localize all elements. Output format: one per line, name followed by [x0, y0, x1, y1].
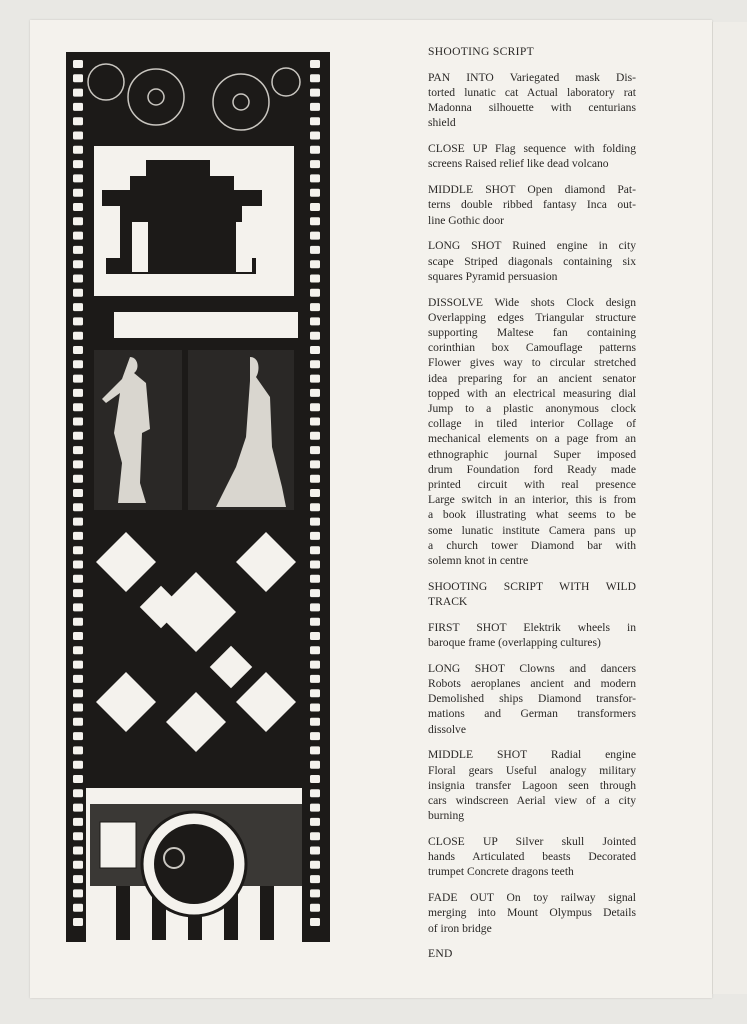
script-line: topped with an electrical measuring dial	[428, 386, 636, 400]
script-paragraph	[428, 182, 636, 228]
sprocket-hole-right	[310, 589, 320, 597]
script-line: terns double ribbed fantasy Inca out-	[428, 198, 636, 212]
sprocket-hole-right	[310, 303, 320, 311]
sprocket-hole-right	[310, 160, 320, 168]
sprocket-hole-left	[73, 217, 83, 225]
sprocket-hole-right	[310, 875, 320, 883]
script-line: Madonna silhouette with centurians	[428, 101, 636, 115]
sprocket-hole-left	[73, 489, 83, 497]
sprocket-hole-right	[310, 432, 320, 440]
script-line: screens Raised relief like dead volcano	[428, 157, 609, 171]
sprocket-hole-left	[73, 832, 83, 840]
sprocket-hole-right	[310, 575, 320, 583]
sprocket-hole-right	[310, 446, 320, 454]
sprocket-hole-right	[310, 232, 320, 240]
sprocket-hole-left	[73, 460, 83, 468]
sprocket-hole-right	[310, 260, 320, 268]
sprocket-hole-left	[73, 160, 83, 168]
sprocket-hole-right	[310, 861, 320, 869]
sprocket-hole-left	[73, 618, 83, 626]
sprocket-hole-right	[310, 775, 320, 783]
script-line: trumpet Concrete dragons teeth	[428, 865, 574, 879]
script-line: merging into Mount Olympus Details	[428, 906, 636, 920]
flower-panel	[86, 52, 306, 144]
script-line: scape Striped diagonals containing six	[428, 254, 636, 268]
script-line: CLOSE UP Flag sequence with folding	[428, 142, 636, 156]
sprocket-hole-right	[310, 789, 320, 797]
sprocket-hole-left	[73, 146, 83, 154]
sprocket-hole-right	[310, 689, 320, 697]
sprocket-hole-left	[73, 389, 83, 397]
script-line: Jump to a plastic anonymous clock	[428, 402, 636, 416]
sprocket-hole-right	[310, 418, 320, 426]
sprocket-hole-left	[73, 532, 83, 540]
script-line: PAN INTO Variegated mask Dis-	[428, 70, 636, 84]
script-line: Robots aeroplanes ancient and modern	[428, 677, 636, 691]
script-line: insignia transfer Lagoon seen through	[428, 778, 636, 792]
script-line: MIDDLE SHOT Radial engine	[428, 748, 636, 762]
script-line: torted lunatic cat Actual laboratory rat	[428, 86, 636, 99]
sprocket-hole-right	[310, 346, 320, 354]
sprocket-hole-left	[73, 332, 83, 340]
sprocket-hole-left	[73, 889, 83, 897]
script-paragraph	[428, 890, 636, 936]
sprocket-hole-right	[310, 103, 320, 111]
sprocket-hole-left	[73, 761, 83, 769]
sprocket-hole-right	[310, 317, 320, 325]
script-paragraph	[428, 834, 636, 880]
sprocket-hole-left	[73, 589, 83, 597]
script-line: Floral gears Useful analogy military	[428, 763, 636, 777]
script-line: LONG SHOT Clowns and dancers	[428, 661, 636, 675]
script-paragraph	[428, 141, 636, 171]
script-line: Demolished ships Diamond transfor-	[428, 692, 636, 706]
script-line: some lunatic institute Camera pans up	[428, 523, 636, 537]
script-paragraph	[428, 295, 636, 569]
sprocket-hole-right	[310, 675, 320, 683]
sprocket-hole-left	[73, 661, 83, 669]
sprocket-hole-left	[73, 89, 83, 97]
sprocket-hole-left	[73, 418, 83, 426]
sprocket-hole-right	[310, 375, 320, 383]
script-line: a church tower Diamond bar with	[428, 538, 636, 552]
script-line: supporting Maltese fan containing	[428, 326, 636, 340]
end-label: END	[428, 947, 453, 961]
script-line: baroque frame (overlapping cultures)	[428, 636, 601, 650]
sprocket-hole-left	[73, 518, 83, 526]
script-line: of iron bridge	[428, 921, 492, 935]
sprocket-hole-right	[310, 818, 320, 826]
script-line: CLOSE UP Silver skull Jointed	[428, 835, 636, 849]
script-line: squares Pyramid persuasion	[428, 269, 558, 283]
script-paragraph	[428, 70, 636, 131]
sprocket-hole-left	[73, 360, 83, 368]
sprocket-hole-left	[73, 117, 83, 125]
sprocket-hole-left	[73, 232, 83, 240]
sprocket-hole-left	[73, 675, 83, 683]
script-line: hands Articulated beasts Decorated	[428, 850, 636, 864]
script-line: LONG SHOT Ruined engine in city	[428, 239, 636, 253]
sprocket-hole-left	[73, 861, 83, 869]
sprocket-hole-right	[310, 189, 320, 197]
sprocket-hole-right	[310, 532, 320, 540]
script-line: SHOOTING SCRIPT WITH WILD	[428, 579, 636, 593]
sprocket-hole-left	[73, 275, 83, 283]
sprocket-hole-right	[310, 518, 320, 526]
sprocket-hole-left	[73, 746, 83, 754]
blank-band	[114, 312, 298, 338]
sprocket-hole-left	[73, 904, 83, 912]
sprocket-hole-right	[310, 117, 320, 125]
sprocket-hole-right	[310, 275, 320, 283]
script-line: DISSOLVE Wide shots Clock design	[428, 295, 636, 309]
sprocket-hole-left	[73, 189, 83, 197]
script-line: solemn knot in centre	[428, 554, 529, 568]
sprocket-hole-left	[73, 375, 83, 383]
sprocket-hole-left	[73, 74, 83, 82]
sprocket-hole-right	[310, 904, 320, 912]
sprocket-hole-left	[73, 632, 83, 640]
sprocket-hole-right	[310, 332, 320, 340]
script-line: Flower gives way to circular stretched	[428, 356, 636, 370]
script-line: FADE OUT On toy railway signal	[428, 891, 636, 905]
sprocket-hole-left	[73, 132, 83, 140]
script-paragraph	[428, 238, 636, 284]
sprocket-hole-left	[73, 503, 83, 511]
sprocket-hole-left	[73, 575, 83, 583]
sprocket-hole-right	[310, 503, 320, 511]
script-line: idea preparing for an ancient senator	[428, 371, 636, 385]
sprocket-hole-left	[73, 875, 83, 883]
script-line: Large switch in an interior, this is from	[428, 493, 636, 507]
script-paragraph	[428, 661, 636, 737]
sprocket-hole-right	[310, 246, 320, 254]
sprocket-hole-left	[73, 203, 83, 211]
script-line: MIDDLE SHOT Open diamond Pat-	[428, 183, 636, 197]
sprocket-hole-left	[73, 646, 83, 654]
sprocket-hole-left	[73, 732, 83, 740]
sprocket-hole-right	[310, 704, 320, 712]
sprocket-hole-right	[310, 74, 320, 82]
sprocket-hole-left	[73, 260, 83, 268]
sprocket-hole-right	[310, 661, 320, 669]
script-line: collage in tiled interior Collage of	[428, 417, 636, 431]
sprocket-hole-right	[310, 918, 320, 926]
sprocket-hole-left	[73, 603, 83, 611]
script-line: FIRST SHOT Elektrik wheels in	[428, 620, 636, 634]
sprocket-hole-left	[73, 704, 83, 712]
sprocket-hole-right	[310, 546, 320, 554]
sprocket-hole-right	[310, 618, 320, 626]
sprocket-hole-left	[73, 432, 83, 440]
sprocket-hole-left	[73, 918, 83, 926]
sprocket-hole-right	[310, 403, 320, 411]
shooting-script-text	[428, 44, 636, 972]
script-line: line Gothic door	[428, 213, 504, 227]
film-strip-collage	[66, 52, 332, 944]
sprocket-hole-left	[73, 103, 83, 111]
sprocket-hole-left	[73, 346, 83, 354]
script-line: a book illustrating what seems to be	[428, 508, 636, 522]
sprocket-hole-left	[73, 475, 83, 483]
sprocket-hole-right	[310, 889, 320, 897]
script-line: shield	[428, 116, 456, 130]
sprocket-hole-left	[73, 303, 83, 311]
script-line: burning	[428, 809, 465, 823]
script-paragraph	[428, 620, 636, 650]
sprocket-hole-left	[73, 60, 83, 68]
sprocket-hole-right	[310, 203, 320, 211]
script-line: cars windscreen Aerial view of a city	[428, 794, 636, 808]
sprocket-hole-left	[73, 289, 83, 297]
sprocket-hole-right	[310, 146, 320, 154]
sprocket-hole-right	[310, 761, 320, 769]
sprocket-hole-right	[310, 60, 320, 68]
script-paragraph	[428, 747, 636, 823]
sprocket-hole-right	[310, 489, 320, 497]
sprocket-hole-right	[310, 289, 320, 297]
sprocket-hole-right	[310, 646, 320, 654]
sprocket-hole-right	[310, 632, 320, 640]
script-line: drum Foundation ford Ready made	[428, 462, 636, 476]
sprocket-hole-right	[310, 132, 320, 140]
sprocket-hole-left	[73, 804, 83, 812]
script-line: mechanical elements on a page from an	[428, 432, 636, 446]
section-title: SHOOTING SCRIPT	[428, 45, 534, 58]
script-line: dissolve	[428, 722, 467, 736]
next-page-edge	[712, 22, 747, 994]
sprocket-hole-right	[310, 360, 320, 368]
sprocket-hole-left	[73, 174, 83, 182]
sprocket-hole-left	[73, 689, 83, 697]
sprocket-hole-right	[310, 603, 320, 611]
sprocket-hole-right	[310, 460, 320, 468]
sprocket-hole-right	[310, 475, 320, 483]
sprocket-hole-right	[310, 174, 320, 182]
script-line: Overlapping edges Triangular structure	[428, 310, 636, 324]
sprocket-hole-right	[310, 89, 320, 97]
script-line: printed circuit with real presence	[428, 478, 636, 492]
sprocket-hole-right	[310, 217, 320, 225]
sprocket-hole-left	[73, 246, 83, 254]
sprocket-hole-left	[73, 561, 83, 569]
sprocket-hole-left	[73, 718, 83, 726]
sprocket-hole-left	[73, 403, 83, 411]
sprocket-hole-right	[310, 389, 320, 397]
script-line: ethnographic journal Super imposed	[428, 447, 636, 461]
sprocket-hole-right	[310, 832, 320, 840]
script-line: mations and German transformers	[428, 707, 636, 721]
sprocket-hole-left	[73, 818, 83, 826]
sprocket-hole-left	[73, 789, 83, 797]
sprocket-hole-right	[310, 718, 320, 726]
sprocket-hole-right	[310, 847, 320, 855]
sprocket-hole-right	[310, 804, 320, 812]
script-paragraph	[428, 579, 636, 609]
sprocket-hole-right	[310, 732, 320, 740]
sprocket-hole-left	[73, 446, 83, 454]
sprocket-hole-left	[73, 775, 83, 783]
sprocket-hole-left	[73, 546, 83, 554]
sprocket-hole-left	[73, 847, 83, 855]
sprocket-hole-left	[73, 317, 83, 325]
sprocket-hole-right	[310, 746, 320, 754]
script-line: corinthian box Camouflage patterns	[428, 341, 636, 355]
sprocket-hole-right	[310, 561, 320, 569]
script-line: TRACK	[428, 595, 468, 609]
